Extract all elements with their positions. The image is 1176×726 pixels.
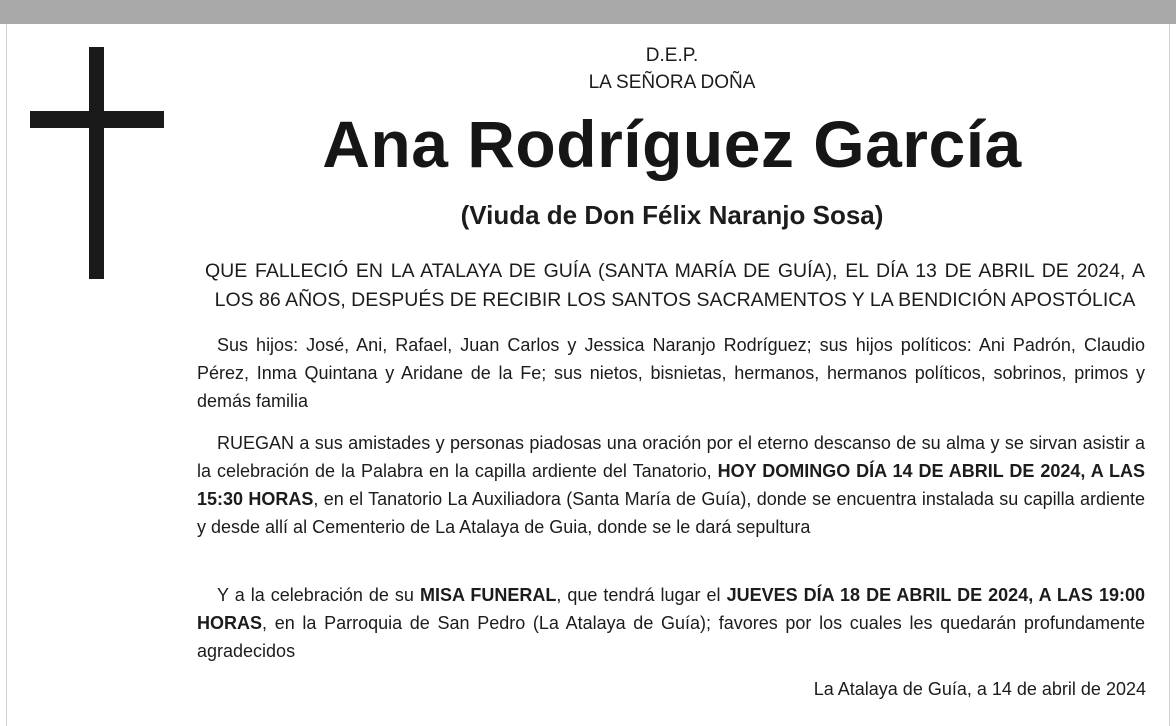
place-date-signoff: La Atalaya de Guía, a 14 de abril de 2024 xyxy=(813,679,1146,699)
deceased-name: Ana Rodríguez García xyxy=(322,107,1022,181)
top-band xyxy=(0,0,1176,24)
misa-date-time: JUEVES DÍA 18 DE ABRIL DE 2024, A LAS 19:00 HORAS xyxy=(197,585,1145,633)
cross-vertical-bar xyxy=(89,47,104,279)
ruegan-paragraph xyxy=(197,429,1145,541)
dep-heading: D.E.P. xyxy=(645,45,699,66)
ruegan-text-after: , en el Tanatorio La Auxiliadora (Santa María de Guía), donde se encuentra instalada su capilla ardiente y desde allí al Cementerio de La Atalaya de Guia, donde se le dará sepultura xyxy=(197,489,1146,537)
death-announcement: QUE FALLECIÓ EN LA ATALAYA DE GUÍA (SANTA MARÍA DE GUÍA), EL DÍA 13 DE ABRIL DE 2024, A LOS 86 AÑOS, DESPUÉS DE RECIBIR LOS SANTOS SACRAMENTOS Y LA BENDICIÓN APOSTÓLICA xyxy=(205,260,1145,311)
ruegan-service-time: HOY DOMINGO DÍA 14 DE ABRIL DE 2024, A LAS 15:30 HORAS xyxy=(197,461,1145,509)
misa-text-middle: , que tendrá lugar el xyxy=(556,585,727,605)
misa-text-before: Y a la celebración de su xyxy=(217,585,420,605)
misa-funeral-label: MISA FUNERAL xyxy=(419,585,557,605)
cross-horizontal-bar xyxy=(30,111,164,128)
misa-paragraph xyxy=(197,581,1145,665)
misa-text-after: , en la Parroquia de San Pedro (La Atalaya de Guía); favores por los cuales les quedarán profundamente agradecidos xyxy=(197,613,1145,661)
ruegan-text-before: RUEGAN a sus amistades y personas piadosas una oración por el eterno descanso de su alma y se sirvan asistir a la celebración de la Palabra en la capilla ardiente del Tanatorio, xyxy=(197,433,1145,481)
family-paragraph: Sus hijos: José, Ani, Rafael, Juan Carlos y Jessica Naranjo Rodríguez; sus hijos políticos: Ani Padrón, Claudio Pérez, Inma Quintana y Aridane de la Fe; sus nietos, bisnietas, hermanos, hermanos políticos, sobrinos, primos y demás familia xyxy=(197,335,1145,411)
widow-of: (Viuda de Don Félix Naranjo Sosa) xyxy=(460,200,884,230)
title-prefix: LA SEÑORA DOÑA xyxy=(588,72,756,93)
